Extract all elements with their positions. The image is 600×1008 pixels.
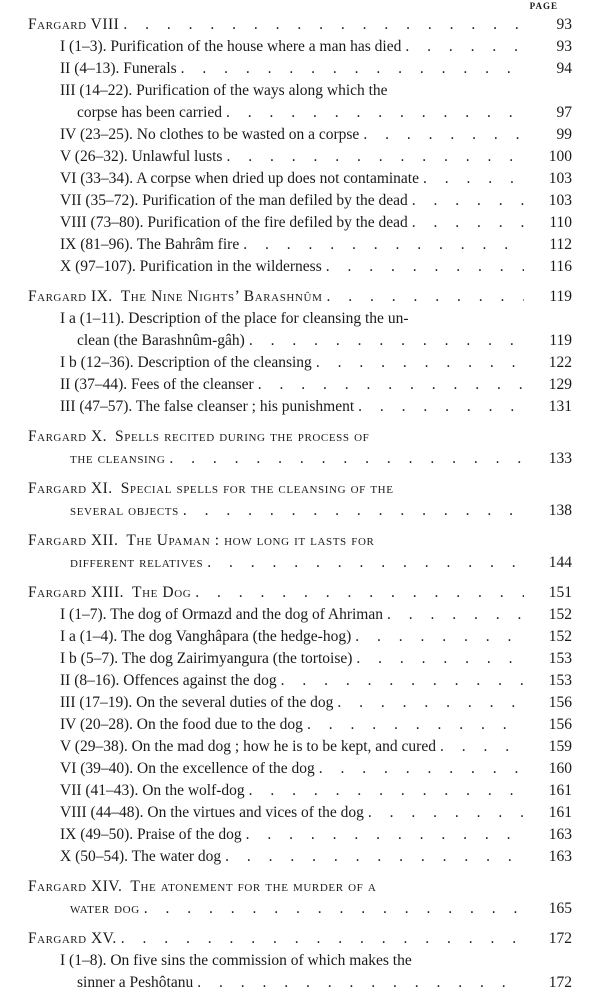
page-number: 100 [548,148,572,165]
page-number: 122 [548,354,572,371]
toc-text: II (37–44). Fees of the cleanser [60,376,254,393]
toc-line [0,212,600,234]
toc-text: I b (5–7). The dog Zairimyangura (the tortoise) [60,650,353,667]
page-number: 99 [556,126,572,143]
toc-line [0,58,600,80]
toc-line [0,234,600,256]
toc-text: Fargard VIII [28,16,120,33]
toc-line [0,286,600,308]
chapter-gap [0,470,600,478]
page-number: 156 [548,716,572,733]
toc-line [0,256,600,278]
toc-line [0,692,600,714]
toc-line-continuation [0,972,600,994]
toc-line [0,190,600,212]
dot-leader [351,626,524,648]
dot-leader [221,846,524,868]
dot-leader [245,780,524,802]
page-number: 119 [549,288,572,305]
toc-line [0,146,600,168]
toc-text: Fargard XIV. [28,878,123,895]
toc-section-entry[interactable] [0,374,600,396]
page-number: 156 [548,694,572,711]
toc-text: I b (12–36). Description of the cleansing [60,354,312,371]
toc-text: different relatives [70,554,204,571]
page-number: 112 [549,236,572,253]
toc-text: I a (1–4). The dog Vanghâpara (the hedge-hog) [60,628,352,645]
dot-leader [315,758,524,780]
dot-leader [303,714,524,736]
toc-chapter-title: Spells recited during the process of [115,428,370,445]
dot-leader [222,102,524,124]
toc-line [0,950,600,972]
toc-text: II (4–13). Funerals [60,60,177,77]
toc-section-entry[interactable] [0,80,600,124]
dot-leader [119,14,524,36]
toc-text: VIII (73–80). Purification of the fire defiled by the dead [60,214,408,231]
toc-text: X (50–54). The water dog [60,848,222,865]
toc-text: IX (49–50). Praise of the dog [60,826,242,843]
toc-line [0,802,600,824]
toc-text: III (47–57). The false cleanser ; his punishment [60,398,355,415]
toc-text: II (8–16). Offences against the dog [60,672,277,689]
toc-chapter-entry[interactable] [0,14,600,36]
page-number: 165 [548,900,572,917]
toc-line [0,396,600,418]
toc-line [0,846,600,868]
toc-line-continuation [0,448,600,470]
page-number: 161 [548,782,572,799]
dot-leader [359,124,524,146]
dot-leader [203,552,524,574]
toc-text: Fargard XI. [28,480,113,497]
page-number: 144 [548,554,572,571]
toc-text: Fargard XII. [28,532,119,549]
toc-text: VI (39–40). On the excellence of the dog [60,760,315,777]
page-number: 151 [548,584,572,601]
toc-section-entry[interactable] [0,780,600,802]
toc-text: X (97–107). Purification in the wilderness [60,258,322,275]
toc-section-entry[interactable] [0,648,600,670]
toc-text: I (1–8). On five sins the commission of which makes the [60,952,412,969]
dot-leader [242,824,524,846]
toc-section-entry[interactable] [0,714,600,736]
page-number: 93 [556,16,572,33]
toc-text: IX (81–96). The Bahrâm fire [60,236,240,253]
dot-leader [277,670,524,692]
toc-text: water dog [70,900,140,917]
toc-section-entry[interactable] [0,758,600,780]
toc-text: Fargard XV. [28,930,117,947]
toc-chapter-entry[interactable] [0,286,600,308]
toc-line [0,530,600,552]
toc-section-entry[interactable] [0,234,600,256]
dot-leader [165,448,524,470]
page-number: 163 [548,826,572,843]
page-number: 129 [548,376,572,393]
toc-line-continuation [0,898,600,920]
dot-leader [408,212,524,234]
toc-line [0,352,600,374]
dot-leader [177,58,524,80]
toc-section-entry[interactable] [0,58,600,80]
toc-text: I (1–3). Purification of the house where a man has died [60,38,402,55]
dot-leader [354,396,524,418]
chapter-gap [0,522,600,530]
page-number: 160 [548,760,572,777]
chapter-gap [0,920,600,928]
toc-section-entry[interactable] [0,670,600,692]
chapter-gap [0,278,600,286]
dot-leader [408,190,524,212]
toc-line [0,670,600,692]
page-number: 172 [548,974,572,991]
page-number: 103 [548,170,572,187]
toc-line [0,824,600,846]
toc-chapter-title: The atonement for the murder of a [130,878,377,895]
page-number: 119 [549,332,572,349]
toc-chapter-entry[interactable] [0,530,600,574]
page-number: 138 [548,502,572,519]
toc-line-continuation [0,102,600,124]
dot-leader [322,256,524,278]
toc-text: III (17–19). On the several duties of the dog [60,694,334,711]
page-number: 152 [548,628,572,645]
toc-line [0,168,600,190]
toc-chapter-title: The Upaman : how long it lasts for [126,532,375,549]
toc-text: corpse has been carried [77,104,223,121]
page-number: 94 [556,60,572,77]
dot-leader [179,500,524,522]
toc-line [0,426,600,448]
toc-line [0,80,600,102]
toc-line [0,478,600,500]
toc-text: I (1–7). The dog of Ormazd and the dog of Ahriman [60,606,383,623]
dot-leader [419,168,524,190]
toc-line [0,14,600,36]
toc-text: the cleansing [70,450,166,467]
toc-section-entry[interactable] [0,950,600,994]
page-number: 133 [548,450,572,467]
dot-leader [239,234,524,256]
dot-leader [117,928,524,950]
toc-text: Fargard X. [28,428,108,445]
toc-text: III (14–22). Purification of the ways along which the [60,82,388,99]
toc-text: clean (the Barashnûm-gâh) [77,332,245,349]
toc-text: V (29–38). On the mad dog ; how he is to be kept, and cured [60,738,436,755]
chapter-gap [0,574,600,582]
toc-text: IV (20–28). On the food due to the dog [60,716,303,733]
toc-chapter-entry[interactable] [0,582,600,604]
toc-text: VIII (44–48). On the virtues and vices of the dog [60,804,364,821]
dot-leader [312,352,524,374]
toc-text: VI (33–34). A corpse when dried up does not contaminate [60,170,419,187]
dot-leader [383,604,524,626]
toc-section-entry[interactable] [0,604,600,626]
toc-section-entry[interactable] [0,396,600,418]
toc-line [0,780,600,802]
toc-section-entry[interactable] [0,626,600,648]
toc-section-entry[interactable] [0,124,600,146]
page-number: 153 [548,650,572,667]
toc-line [0,758,600,780]
toc-section-entry[interactable] [0,802,600,824]
toc-section-entry[interactable] [0,212,600,234]
toc-line [0,36,600,58]
toc-text: several objects [70,502,179,519]
toc-line [0,626,600,648]
dot-leader [254,374,524,396]
toc-line [0,648,600,670]
toc-chapter-entry[interactable] [0,478,600,522]
toc-chapter-entry[interactable] [0,876,600,920]
dot-leader [140,898,524,920]
page-number: 131 [548,398,572,415]
toc-line [0,582,600,604]
chapter-gap [0,418,600,426]
toc-section-entry[interactable] [0,190,600,212]
toc-text: Fargard XIII. [28,584,124,601]
toc-line [0,374,600,396]
page-number: 103 [548,192,572,209]
toc-chapter-entry[interactable] [0,928,600,950]
toc-line-continuation [0,500,600,522]
toc-text: sinner a Peshôtanu [77,974,194,991]
toc-section-entry[interactable] [0,36,600,58]
toc-text: IV (23–25). No clothes to be wasted on a corpse [60,126,360,143]
toc-chapter-title: Special spells for the cleansing of the [120,480,394,497]
toc-section-entry[interactable] [0,846,600,868]
page-number: 93 [556,38,572,55]
toc-chapter-title: The Nine Nights’ Barashnûm [120,288,323,305]
dot-leader [222,146,524,168]
toc-section-entry[interactable] [0,308,600,352]
page-number: 161 [548,804,572,821]
toc-text: V (26–32). Unlawful lusts [60,148,223,165]
toc-line-continuation [0,330,600,352]
toc-section-entry[interactable] [0,146,600,168]
toc-section-entry[interactable] [0,168,600,190]
page-number: 172 [548,930,572,947]
dot-leader [245,330,524,352]
page-number: 116 [549,258,572,275]
toc-text: VII (35–72). Purification of the man defiled by the dead [60,192,408,209]
toc-section-entry[interactable] [0,736,600,758]
toc-text: Fargard IX. [28,288,113,305]
toc-line [0,928,600,950]
page-number: 110 [549,214,572,231]
toc-section-entry[interactable] [0,692,600,714]
toc-text: VII (41–43). On the wolf-dog [60,782,245,799]
toc-line [0,714,600,736]
toc-section-entry[interactable] [0,824,600,846]
toc-line [0,736,600,758]
toc-entries [0,14,600,994]
toc-section-entry[interactable] [0,256,600,278]
dot-leader [333,692,524,714]
dot-leader [352,648,524,670]
page-number: 163 [548,848,572,865]
toc-line [0,604,600,626]
dot-leader [401,36,524,58]
toc-section-entry[interactable] [0,352,600,374]
toc-chapter-entry[interactable] [0,426,600,470]
page-column-label: PAGE [529,1,558,11]
toc-line [0,124,600,146]
dot-leader [364,802,524,824]
toc-chapter-title: The Dog [132,584,192,601]
page-number: 153 [548,672,572,689]
dot-leader [322,286,524,308]
toc-line [0,876,600,898]
page-number: 97 [556,104,572,121]
page-number: 159 [548,738,572,755]
page-number: 152 [548,606,572,623]
dot-leader [436,736,524,758]
toc-line [0,308,600,330]
dot-leader [193,972,524,994]
toc-text: I a (1–11). Description of the place for cleansing the un- [60,310,409,327]
chapter-gap [0,868,600,876]
dot-leader [191,582,524,604]
toc-line-continuation [0,552,600,574]
